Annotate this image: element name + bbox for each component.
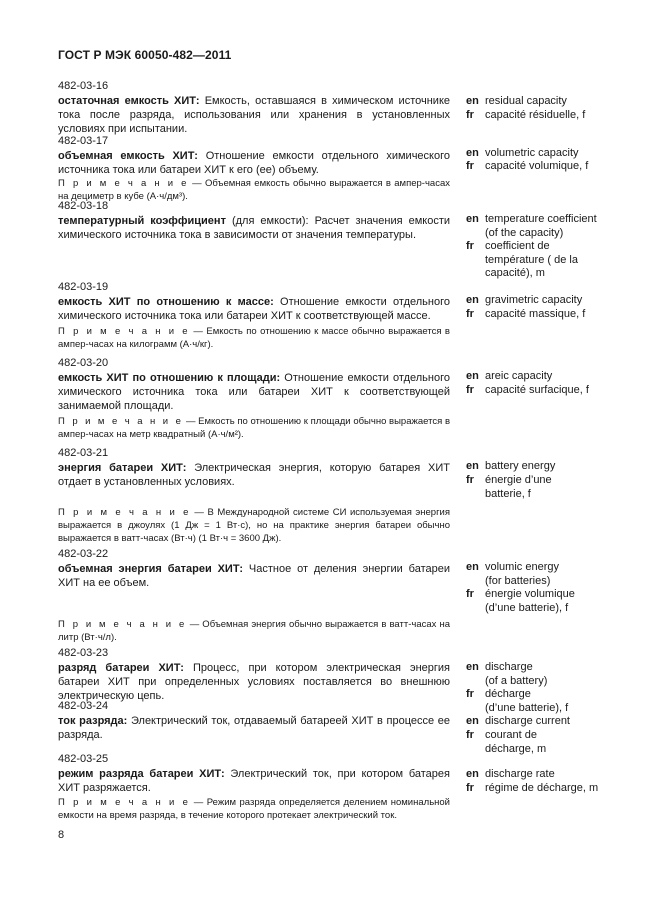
term-body (58, 661, 450, 703)
note-label: П р и м е ч а н и е (58, 797, 191, 808)
term-code: 482-03-24 (58, 700, 109, 712)
term-body (58, 371, 450, 413)
lang-code-fr: fr (466, 160, 474, 172)
translation-line: battery energy (485, 460, 556, 472)
lang-code-en: en (466, 768, 479, 780)
translation-line: (of a battery) (485, 674, 548, 687)
translation-en (466, 460, 606, 474)
translation-fr (466, 384, 606, 398)
term-note (58, 415, 450, 441)
lang-code-en: en (466, 95, 479, 107)
term-definition: Частное от деления энергии батареи ХИТ на ее объем. (58, 563, 450, 589)
lang-code-fr: fr (466, 240, 474, 252)
document-header: ГОСТ Р МЭК 60050-482—2011 (58, 48, 232, 62)
translation-line: (d’une batterie), f (485, 701, 569, 714)
translation-line: (for batteries) (485, 574, 551, 587)
term-code: 482-03-16 (58, 80, 109, 92)
translation-line: temperature coefficient (485, 213, 597, 225)
lang-code-en: en (466, 561, 479, 573)
translation-en (466, 294, 606, 308)
translation-fr (466, 109, 606, 123)
lang-code-en: en (466, 213, 479, 225)
term-name: емкость ХИТ по отношению к массе: (58, 296, 274, 308)
translation-line: capacité massique, f (485, 308, 586, 320)
term-code: 482-03-17 (58, 135, 109, 147)
term-code: 482-03-18 (58, 200, 109, 212)
translation-line: gravimetric capacity (485, 294, 583, 306)
term-body (58, 295, 450, 323)
translation-fr (466, 688, 606, 715)
translation-line: énergie volumique (485, 588, 575, 600)
term-body (58, 214, 450, 242)
term-code: 482-03-20 (58, 357, 109, 369)
term-definition: Емкость, оставшаяся в химическом источнике тока после разряда, использования или хранения в установленных условиях при испытании. (58, 95, 451, 135)
term-code: 482-03-19 (58, 281, 109, 293)
translation-line: régime de décharge, m (485, 782, 599, 794)
translation-line: capacité volumique, f (485, 160, 589, 172)
translation-line: batterie, f (485, 487, 531, 500)
translation-fr (466, 588, 606, 615)
note-text: — Емкость по отношению к площади обычно выражается в ампер-часах на метр квадратный (А·ч/м²). (58, 416, 450, 440)
translation-en (466, 561, 606, 588)
term-code: 482-03-23 (58, 647, 109, 659)
translation-line: coefficient de (485, 240, 550, 252)
note-text: — В Международной системе СИ используемая энергия выражается в джоулях (1 Дж = 1 Вт·с), но на практике энергия батареи обычно выражается в ватт-часах (Вт·ч) (1 Вт·ч = 3600 Дж). (58, 507, 450, 544)
translation-line: capacité), m (485, 267, 545, 279)
translation-line: discharge rate (485, 768, 555, 780)
translation-line: discharge current (485, 715, 570, 727)
term-definition: Электрическая энергия, которую батарея ХИТ отдает в установленных условиях. (58, 462, 450, 488)
translation-fr (466, 782, 606, 796)
term-definition: Процесс, при котором электрическая энергия батареи ХИТ при определенных условиях поставляется во внешнюю электрическую цепь. (58, 662, 450, 702)
translation-line: residual capacity (485, 95, 567, 107)
note-text: — Режим разряда определяется делением номинальной емкости на время разряда, в течение которого протекает электрический ток. (58, 797, 450, 821)
translation-line: capacité surfacique, f (485, 384, 589, 396)
term-note (58, 618, 450, 644)
term-name: режим разряда батареи ХИТ: (58, 768, 225, 780)
translation-fr (466, 729, 606, 756)
term-code: 482-03-22 (58, 548, 109, 560)
term-name: объемная энергия батареи ХИТ: (58, 563, 244, 575)
term-name: разряд батареи ХИТ: (58, 662, 184, 674)
term-code: 482-03-25 (58, 753, 109, 765)
translation-fr (466, 474, 606, 501)
translation-fr (466, 240, 606, 281)
note-label: П р и м е ч а н и е (58, 326, 190, 337)
lang-code-en: en (466, 460, 479, 472)
term-definition: Отношение емкости отдельного химического источника тока или батареи ХИТ к его (ее) объему. (58, 150, 450, 176)
lang-code-fr: fr (466, 729, 474, 741)
term-definition: Отношение емкости отдельного химического источника тока или батареи ХИТ к соответствующей занимаемой площади. (58, 372, 450, 412)
translation-en (466, 715, 606, 729)
translation-line: décharge (485, 688, 531, 700)
lang-code-en: en (466, 370, 479, 382)
translation-line: volumic energy (485, 561, 559, 573)
note-label: П р и м е ч а н и е (58, 416, 184, 427)
translation-en (466, 661, 606, 688)
term-name: объемная емкость ХИТ: (58, 150, 198, 162)
translation-fr (466, 308, 606, 322)
translation-line: température ( de la (485, 253, 578, 266)
term-definition: Электрический ток, при котором батарея ХИТ разряжается. (58, 768, 450, 794)
term-name: температурный коэффициент (58, 215, 226, 227)
translation-en (466, 95, 606, 109)
note-text: — Емкость по отношению к массе обычно выражается в ампер-часах на килограмм (А·ч/кг). (58, 326, 450, 350)
term-code: 482-03-21 (58, 447, 109, 459)
translation-line: énergie d’une (485, 474, 552, 486)
lang-code-fr: fr (466, 109, 474, 121)
translation-line: décharge, m (485, 742, 547, 755)
lang-code-en: en (466, 715, 479, 727)
term-definition: Электрический ток, отдаваемый батареей ХИТ в процессе ее разряда. (58, 715, 451, 741)
lang-code-fr: fr (466, 782, 474, 794)
translation-en (466, 213, 606, 240)
lang-code-fr: fr (466, 308, 474, 320)
translation-en (466, 147, 606, 161)
note-text: — Объемная энергия обычно выражается в ватт-часах на литр (Вт·ч/л). (58, 619, 450, 643)
term-name: ток разряда: (58, 715, 128, 727)
translation-line: discharge (485, 661, 533, 673)
term-note (58, 506, 450, 545)
translation-line: volumetric capacity (485, 147, 579, 159)
term-body (58, 94, 450, 136)
term-body (58, 149, 450, 177)
term-body (58, 461, 450, 489)
translation-line: (d’une batterie), f (485, 601, 569, 614)
term-body (58, 767, 450, 795)
note-label: П р и м е ч а н и е (58, 178, 189, 189)
term-body (58, 562, 450, 590)
term-definition: (для емкости): Расчет значения емкости химического источника тока в зависимости от значения температуры. (58, 215, 451, 241)
term-note (58, 796, 450, 822)
term-name: энергия батареи ХИТ: (58, 462, 187, 474)
note-text: — Объемная емкость обычно выражается в ампер-часах на дециметр в кубе (А·ч/дм³). (58, 178, 450, 202)
lang-code-fr: fr (466, 384, 474, 396)
translation-line: (of the capacity) (485, 226, 564, 239)
term-name: емкость ХИТ по отношению к площади: (58, 372, 281, 384)
translation-en (466, 370, 606, 384)
lang-code-fr: fr (466, 474, 474, 486)
note-label: П р и м е ч а н и е (58, 507, 191, 518)
term-definition: Отношение емкости отдельного химического источника тока или батареи ХИТ к соответствующей массе. (58, 296, 450, 322)
lang-code-fr: fr (466, 588, 474, 600)
lang-code-en: en (466, 661, 479, 673)
note-label: П р и м е ч а н и е (58, 619, 187, 630)
term-body (58, 714, 450, 742)
lang-code-en: en (466, 147, 479, 159)
page-number: 8 (58, 829, 65, 841)
term-note (58, 177, 450, 203)
lang-code-en: en (466, 294, 479, 306)
term-name: остаточная емкость ХИТ: (58, 95, 200, 107)
term-note (58, 325, 450, 351)
translation-fr (466, 160, 606, 174)
lang-code-fr: fr (466, 688, 474, 700)
translation-en (466, 768, 606, 782)
translation-line: areic capacity (485, 370, 553, 382)
translation-line: courant de (485, 729, 537, 741)
translation-line: capacité résiduelle, f (485, 109, 586, 121)
